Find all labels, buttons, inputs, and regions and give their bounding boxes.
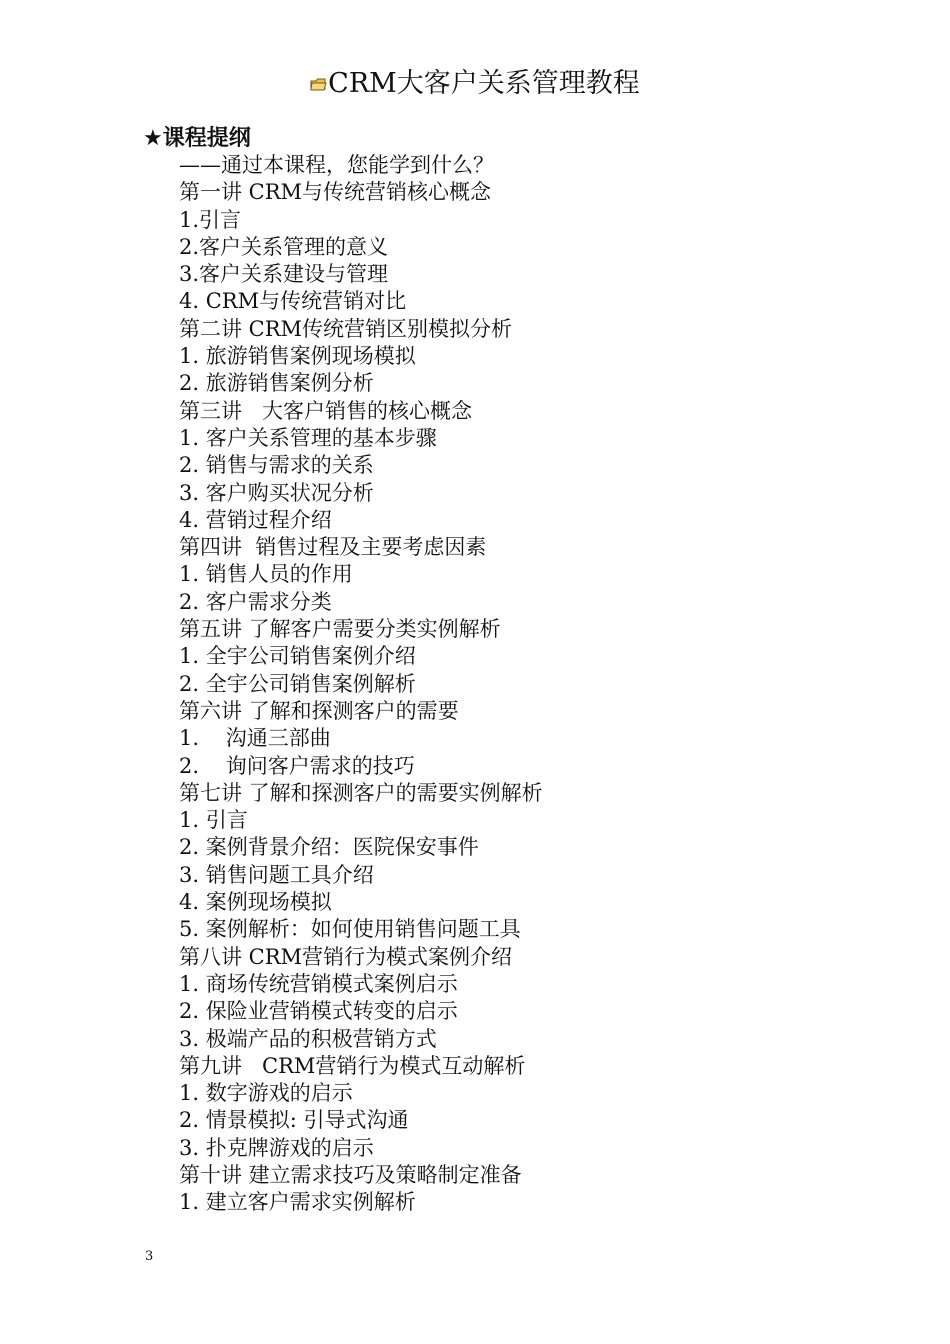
lecture-item: 3.客户关系建设与管理: [179, 262, 389, 287]
lecture-item: 1. 建立客户需求实例解析: [179, 1190, 416, 1215]
page-number: 3: [145, 1249, 154, 1264]
lecture-item: 2. 询问客户需求的技巧: [179, 753, 415, 778]
section-heading-text: 课程提纲: [162, 126, 251, 151]
lecture-item: 2. 销售与需求的关系: [179, 453, 374, 478]
lecture-item: 1.引言: [179, 207, 242, 232]
lecture-title: 第七讲 了解和探测客户的需要实例解析: [179, 780, 543, 805]
lecture-item: 5. 案例解析：如何使用销售问题工具: [179, 917, 521, 942]
section-heading: [143, 124, 251, 154]
folder-icon: [310, 78, 327, 91]
lecture-item: 2. 保险业营销模式转变的启示: [179, 999, 458, 1024]
lecture-title: 第五讲 了解客户需要分类实例解析: [179, 617, 501, 642]
lecture-item: 4. 营销过程介绍: [179, 507, 332, 532]
lecture-item: 1. 商场传统营销模式案例启示: [179, 971, 458, 996]
lecture-item: 3. 极端产品的积极营销方式: [179, 1026, 437, 1051]
lecture-item: 1. 数字游戏的启示: [179, 1081, 353, 1106]
lecture-item: 1. 全宇公司销售案例介绍: [179, 644, 416, 669]
lecture-title: 第九讲 CRM营销行为模式互动解析: [179, 1053, 526, 1078]
lecture-item: 2. 情景模拟: 引导式沟通: [179, 1108, 409, 1133]
lecture-item: 1. 客户关系管理的基本步骤: [179, 425, 437, 450]
lecture-item: 1. 旅游销售案例现场模拟: [179, 344, 416, 369]
document-title: [0, 66, 950, 102]
lecture-item: 2. 客户需求分类: [179, 589, 332, 614]
lecture-title: 第二讲 CRM传统营销区别模拟分析: [179, 316, 513, 341]
lecture-item: 1. 沟通三部曲: [179, 726, 331, 751]
document-title-text: CRM大客户关系管理教程: [328, 68, 640, 99]
lecture-item: 1. 引言: [179, 808, 248, 833]
lecture-item: 2.客户关系管理的意义: [179, 234, 389, 259]
lecture-title: 第三讲 大客户销售的核心概念: [179, 398, 473, 423]
lecture-item: 2. 全宇公司销售案例解析: [179, 671, 416, 696]
outline-intro: ——通过本课程，您能学到什么？: [179, 153, 494, 177]
lecture-item: 4. 案例现场模拟: [179, 890, 332, 915]
lecture-item: 4. CRM与传统营销对比: [179, 289, 407, 314]
lecture-item: 2. 旅游销售案例分析: [179, 371, 374, 396]
course-outline: [179, 152, 543, 1217]
lecture-item: 2. 案例背景介绍：医院保安事件: [179, 835, 479, 860]
lecture-item: 1. 销售人员的作用: [179, 562, 353, 587]
lecture-item: 3. 销售问题工具介绍: [179, 862, 374, 887]
lecture-item: 3. 客户购买状况分析: [179, 480, 374, 505]
lecture-title: 第一讲 CRM与传统营销核心概念: [179, 180, 492, 205]
lecture-title: 第十讲 建立需求技巧及策略制定准备: [179, 1162, 522, 1187]
star-icon: ★: [143, 126, 163, 151]
lecture-title: 第八讲 CRM营销行为模式案例介绍: [179, 944, 513, 969]
lecture-title: 第六讲 了解和探测客户的需要: [179, 698, 459, 723]
lecture-title: 第四讲 销售过程及主要考虑因素: [179, 535, 487, 560]
lecture-item: 3. 扑克牌游戏的启示: [179, 1135, 374, 1160]
